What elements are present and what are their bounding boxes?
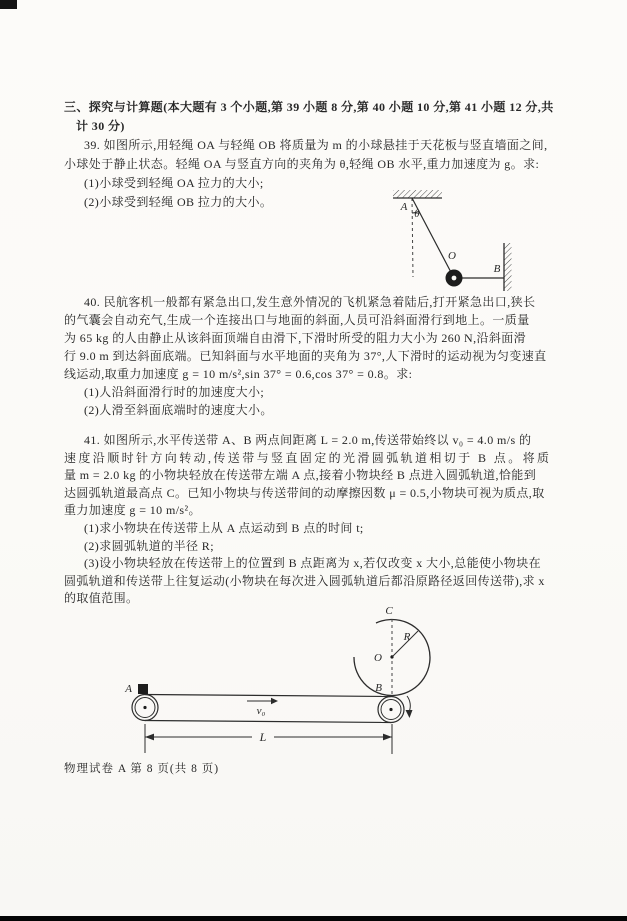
text-line: (1)小球受到轻绳 OA 拉力的大小; — [84, 176, 264, 190]
label-B: B — [493, 263, 501, 275]
belt-speed-arrow-head — [271, 698, 278, 705]
left-pulley-axle — [143, 706, 146, 709]
ceiling-hatch — [393, 190, 442, 198]
text-line: (1)求小物块在传送带上从 A 点运动到 B 点的时间 t; — [84, 520, 364, 535]
page-footer: 物理试卷 A 第 8 页(共 8 页) — [64, 763, 220, 775]
wall-hatch — [504, 243, 512, 291]
text-line: 41. 如图所示,水平传送带 A、B 两点间距离 L = 2.0 m,传送带始终以 v₀ = 4.0 m/s 的 — [84, 433, 532, 447]
text-line: 速度沿顺时针方向转动,传送带与竖直固定的光滑圆弧轨道相切于 B 点。将质 — [64, 450, 552, 465]
label-A: A — [400, 201, 408, 213]
label-B: B — [375, 682, 382, 694]
rotation-arrow-head — [406, 710, 413, 718]
scan-artifact-bottom-bar — [0, 916, 627, 921]
question-41 — [64, 431, 566, 607]
text-line: 达圆弧轨道最高点 C。已知小物块与传送带间的动摩擦因数 μ = 0.5,小物块可视为质点,取 — [64, 485, 545, 500]
vertical-dashed-line — [412, 198, 413, 277]
text-line: (2)小球受到轻绳 OB 拉力的大小。 — [84, 195, 273, 209]
section-header-line: 三、探究与计算题(本大题有 3 个小题,第 39 小题 8 分,第 40 小题 10 分,第 41 小题 12 分,共 — [64, 100, 554, 114]
label-theta: θ — [414, 208, 420, 220]
label-O: O — [448, 250, 456, 262]
label-C: C — [385, 605, 393, 617]
text-line: 圆弧轨道和传送带上往复运动(小物块在每次进入圆弧轨道后都沿原路径返回传送带),求 x — [64, 573, 545, 588]
text-line: 的取值范围。 — [64, 591, 139, 606]
text-line: 40. 民航客机一般都有紧急出口,发生意外情况的飞机紧急着陆后,打开紧急出口,狭长 — [84, 295, 536, 309]
text-line: (1)人沿斜面滑行时的加速度大小; — [84, 385, 265, 399]
text-line: 小球处于静止状态。轻绳 OA 与竖直方向的夹角为 θ,轻绳 OB 水平,重力加速度为 g。求: — [64, 157, 540, 171]
label-O: O — [374, 652, 382, 664]
figure-q39-ropes-ball — [380, 186, 520, 298]
text-line: 线运动,取重力加速度 g = 10 m/s²,sin 37° = 0.6,cos 37° = 0.8。求: — [64, 367, 413, 381]
text-line: 为 65 kg 的人由静止从该斜面顶端自由滑下,下滑时所受的阻力大小为 260 N,沿斜面滑 — [64, 331, 527, 345]
text-line: 39. 如图所示,用轻绳 OA 与轻绳 OB 将质量为 m 的小球悬挂于天花板与竖直墙面之间, — [84, 138, 548, 152]
belt-top-line — [145, 695, 391, 697]
belt-bottom-line — [145, 721, 391, 723]
text-line: 量 m = 2.0 kg 的小物块轻放在传送带左端 A 点,接着小物块经 B 点进入圆弧轨道,恰能到 — [64, 468, 537, 483]
section-header — [64, 98, 566, 136]
right-pulley-axle — [389, 708, 392, 711]
text-line: 的气囊会自动充气,生成一个连接出口与地面的斜面,人员可沿斜面滑行到地上。一质量 — [64, 313, 530, 327]
question-40 — [64, 293, 566, 419]
rotation-arrow-arc — [407, 696, 410, 712]
dimension-arrow-left — [145, 734, 154, 741]
label-R: R — [403, 631, 411, 643]
scan-artifact-top-left — [0, 0, 17, 9]
text-line: 行 9.0 m 到达斜面底端。已知斜面与水平地面的夹角为 37°,人下滑时的运动视为匀变速直 — [64, 349, 547, 363]
text-line: 重力加速度 g = 10 m/s²。 — [64, 503, 201, 518]
figure-q41-conveyor-loop — [105, 598, 435, 760]
text-line: (3)设小物块轻放在传送带上的位置到 B 点距离为 x,若仅改变 x 大小,总能使小物块在 — [84, 556, 541, 571]
text-line: (2)人滑至斜面底端时的速度大小。 — [84, 403, 273, 417]
label-L: L — [259, 730, 267, 744]
label-A: A — [125, 683, 132, 695]
block — [138, 684, 148, 694]
dimension-arrow-right — [383, 734, 392, 741]
ball-center-dot — [452, 276, 457, 281]
text-line: (2)求圆弧轨道的半径 R; — [84, 538, 214, 553]
section-header-line: 计 30 分) — [76, 119, 125, 133]
label-v0: v₀ — [256, 705, 266, 717]
